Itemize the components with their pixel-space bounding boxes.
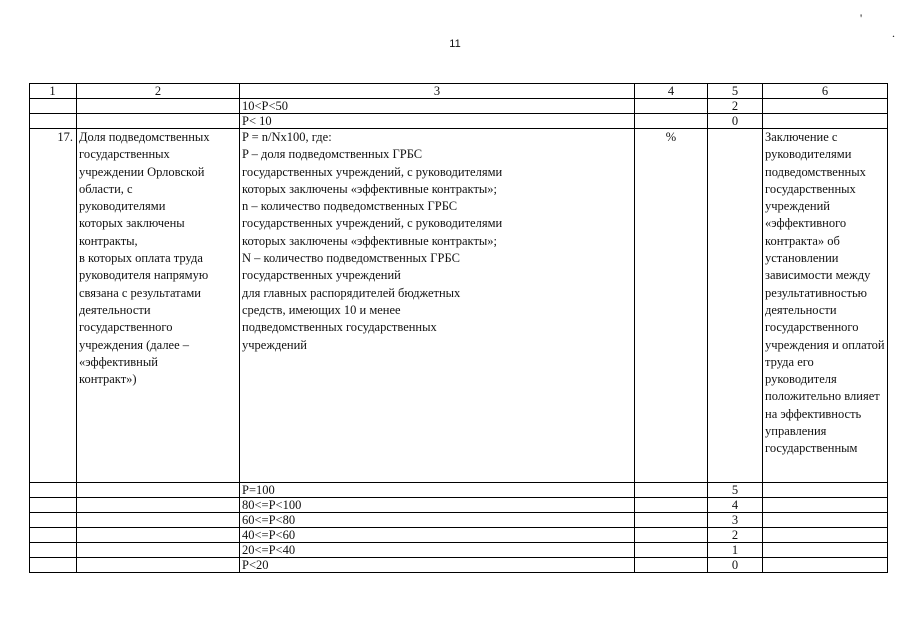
indicator-table — [29, 83, 888, 573]
formula-cell: 80<=P<100 — [240, 498, 635, 513]
formula-cell: 20<=P<40 — [240, 543, 635, 558]
score-cell: 3 — [708, 513, 763, 528]
formula-cell: P<20 — [240, 558, 635, 573]
header-col-3: 3 — [240, 84, 635, 99]
score-cell: 2 — [708, 528, 763, 543]
table-row — [30, 558, 888, 573]
score-cell: 4 — [708, 498, 763, 513]
calculation-method: P = n/Nx100, где: P – доля подведомственных ГРБС государственных учреждений, с руководителями которых заключены «эффективные контракты»; n – количество подведомственных ГРБС государственных учреждений, с руководителями которых заключены «эффективные контракты»; N – количество подведомственных ГРБС государственных учреждений для главных распорядителей бюджетных средств, имеющих 10 и менее подведомственных государственных учреждений — [240, 129, 635, 483]
scan-dot: . — [892, 26, 895, 40]
table-row — [30, 528, 888, 543]
header-row — [30, 84, 888, 99]
header-col-6: 6 — [763, 84, 888, 99]
score-cell: 2 — [708, 99, 763, 114]
header-col-4: 4 — [635, 84, 708, 99]
comment-cell: Заключение с руководителями подведомственных государственных учреждений «эффективного контракта» об установлении зависимости между результативностью деятельности государственного учреждения и оплатой труда его руководителя положительно влияет на эффективность управления государственным — [763, 129, 888, 483]
table-row — [30, 114, 888, 129]
scan-mark: ' — [860, 11, 863, 25]
score-cell: 1 — [708, 543, 763, 558]
formula-cell: 40<=P<60 — [240, 528, 635, 543]
table-row — [30, 543, 888, 558]
formula-cell: P< 10 — [240, 114, 635, 129]
header-col-2: 2 — [77, 84, 240, 99]
table-row — [30, 513, 888, 528]
header-col-5: 5 — [708, 84, 763, 99]
indicator-row — [30, 129, 888, 483]
formula-cell: P=100 — [240, 483, 635, 498]
table-row — [30, 99, 888, 114]
formula-cell: 60<=P<80 — [240, 513, 635, 528]
page-number: 11 — [449, 38, 461, 50]
indicator-number: 17. — [30, 129, 77, 483]
table-row — [30, 483, 888, 498]
table-row — [30, 498, 888, 513]
score-cell: 5 — [708, 483, 763, 498]
indicator-name: Доля подведомственных государственных учреждении Орловской области, с руководителями которых заключены контракты, в которых оплата труда руководителя напрямую связана с результатами деятельности государственного учреждения (далее – «эффективный контракт») — [77, 129, 240, 483]
score-cell: 0 — [708, 114, 763, 129]
score-cell: 0 — [708, 558, 763, 573]
unit-cell: % — [635, 129, 708, 483]
header-col-1: 1 — [30, 84, 77, 99]
formula-cell: 10<P<50 — [240, 99, 635, 114]
